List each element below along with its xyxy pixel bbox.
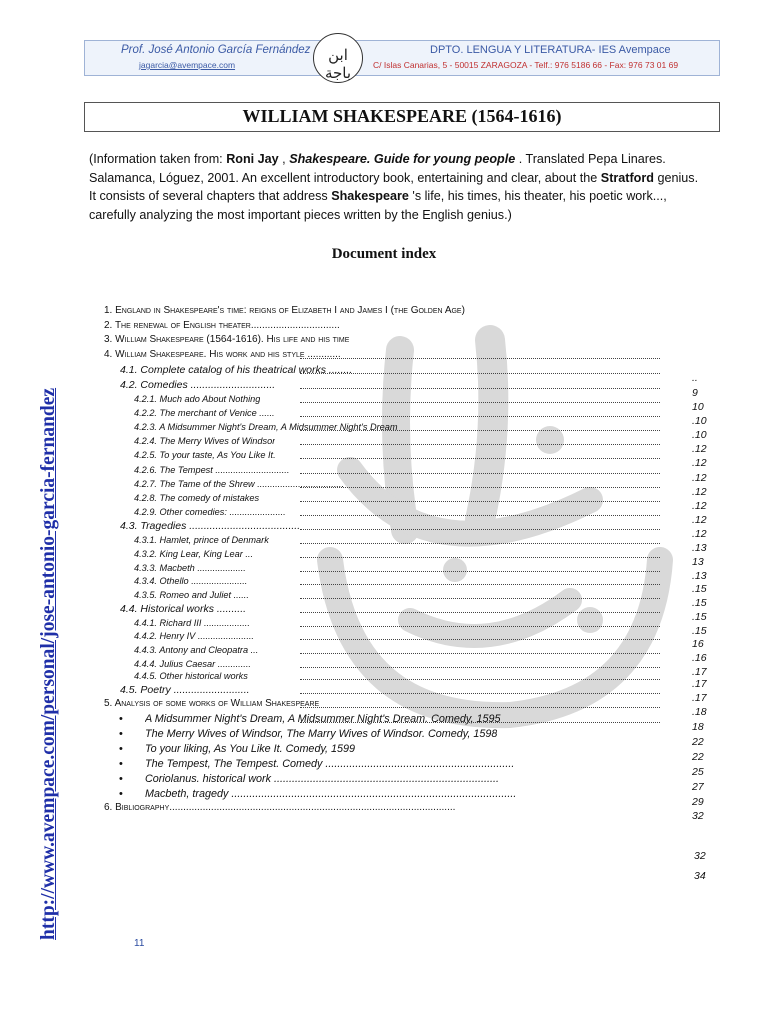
toc-entry[interactable]: 4.4.1. Richard III .................. (134, 618, 250, 628)
toc-entry[interactable]: 4.3.1. Hamlet, prince of Denmark (134, 535, 269, 545)
toc-entry[interactable]: 4.2.9. Other comedies: ...................... (134, 507, 286, 517)
toc-leader-dots (300, 584, 660, 585)
intro-text: genius. It consists of several chapters that address (89, 170, 699, 203)
toc-entry[interactable]: 4.4.5. Other historical works (134, 671, 248, 681)
toc-page-number: 9 (692, 387, 698, 399)
toc-entry[interactable]: 3. William Shakespeare (1564-1616). His life and his time (104, 334, 350, 345)
toc-page-number: 18 (692, 721, 704, 733)
toc-leader-dots (300, 388, 660, 389)
toc-page-number: .12 (692, 486, 707, 498)
toc-leader-dots (300, 529, 660, 530)
toc-entry[interactable]: 4.2.5. To your taste, As You Like It. (134, 450, 276, 460)
toc-page-number: .15 (692, 583, 707, 595)
toc-page-number: .. (692, 372, 698, 384)
toc-entry[interactable]: 4.2.7. The Tame of the Shrew .................................. (134, 479, 345, 489)
toc-entry[interactable]: The Merry Wives of Windsor, The Marry Wives of Windsor. Comedy, 1598 (145, 728, 498, 740)
toc-entry[interactable]: Macbeth, tragedy ............................................................................................... (145, 788, 517, 800)
toc-leader-dots (300, 444, 660, 445)
bullet-icon: • (119, 773, 123, 785)
toc-page-number: .15 (692, 625, 707, 637)
intro-name: Shakespeare (331, 189, 409, 203)
seal-calligraphy: ابن باجة (324, 46, 352, 82)
toc-entry[interactable]: 4.3.5. Romeo and Juliet ...... (134, 590, 249, 600)
bullet-icon: • (119, 743, 123, 755)
bullet-icon: • (119, 758, 123, 770)
toc-page-number: .12 (692, 472, 707, 484)
toc-leader-dots (300, 402, 660, 403)
school-address: C/ Islas Canarias, 5 - 50015 ZARAGOZA - Telf.: 976 5186 66 - Fax: 976 73 01 69 (373, 60, 679, 70)
toc-entry[interactable]: 4.2.3. A Midsummer Night's Dream, A Midsummer Night's Dream (134, 422, 398, 432)
toc-entry[interactable]: 4.4.4. Julius Caesar ............. (134, 659, 251, 669)
author-name: Prof. José Antonio García Fernández (121, 44, 311, 56)
toc-entry[interactable]: Coriolanus. historical work ........................................................................... (145, 773, 499, 785)
toc-page-number: .12 (692, 528, 707, 540)
toc-page-number: .15 (692, 611, 707, 623)
toc-entry[interactable]: A Midsummer Night's Dream, A Midsummer Night's Dream. Comedy, 1595 (145, 713, 501, 725)
toc-leader-dots (300, 358, 660, 359)
toc-leader-dots (300, 473, 660, 474)
toc-leader-dots (300, 626, 660, 627)
toc-entry[interactable]: 4.3. Tragedies ...................................... (120, 520, 301, 532)
toc-page-number: 25 (692, 766, 704, 778)
toc-entry[interactable]: 4.1. Complete catalog of his theatrical works ........ (120, 364, 353, 376)
side-website-link[interactable]: http://www.avempace.com/personal/jose-antonio-garcia-fernandez (38, 387, 59, 940)
toc-entry[interactable]: 4.5. Poetry .......................... (120, 684, 250, 696)
toc-page-number: .13 (692, 542, 707, 554)
toc-entry[interactable]: 4.3.2. King Lear, King Lear ... (134, 549, 254, 559)
toc-page-number: .18 (692, 706, 707, 718)
toc-page-number: 32 (694, 850, 706, 862)
intro-book-title: Shakespeare. Guide for young people (289, 152, 516, 166)
toc-leader-dots (300, 487, 660, 488)
toc-page-number: 22 (692, 751, 704, 763)
toc-page-number: 16 (692, 638, 704, 650)
toc-entry[interactable]: 4.2.4. The Merry Wives of Windsor (134, 436, 276, 446)
toc-leader-dots (300, 612, 660, 613)
intro-text: , (278, 152, 290, 166)
toc-leader-dots (300, 557, 660, 558)
toc-entry[interactable]: The Tempest, The Tempest. Comedy ............................................................... (145, 758, 515, 770)
toc-page-number: .12 (692, 500, 707, 512)
toc-entry[interactable]: 4.2.1. Much ado About Nothing (134, 394, 261, 404)
toc-page-number: .15 (692, 597, 707, 609)
bullet-icon: • (119, 713, 123, 725)
toc-leader-dots (300, 707, 660, 708)
toc-leader-dots (300, 693, 660, 694)
toc-entry[interactable]: 6. Bibliography....................................................................................................... (104, 802, 456, 813)
toc-page-number: .10 (692, 429, 707, 441)
toc-leader-dots (300, 571, 660, 572)
toc-leader-dots (300, 373, 660, 374)
toc-leader-dots (300, 722, 660, 723)
bullet-icon: • (119, 788, 123, 800)
intro-text: 's life, his times, his theater, his poetic work..., carefully analyzing the most important pieces written by the English genius.) (89, 189, 667, 222)
toc-entry[interactable]: 4.2.6. The Tempest ............................. (134, 465, 290, 475)
toc-leader-dots (300, 515, 660, 516)
toc-page-number: 13 (692, 556, 704, 568)
toc-page-number: .16 (692, 652, 707, 664)
toc-page-number: .10 (692, 415, 707, 427)
toc-entry[interactable]: 4.2.8. The comedy of mistakes (134, 493, 260, 503)
toc-page-number: .17 (692, 666, 707, 678)
toc-page-number: 29 (692, 796, 704, 808)
toc-entry[interactable]: 4.2. Comedies ............................. (120, 379, 276, 391)
toc-entry[interactable]: 4.4.2. Henry IV ...................... (134, 631, 254, 641)
toc-leader-dots (300, 667, 660, 668)
toc-entry[interactable]: 4.2.2. The merchant of Venice ...... (134, 408, 275, 418)
bullet-icon: • (119, 728, 123, 740)
toc-page-number: 10 (692, 401, 704, 413)
toc-leader-dots (300, 430, 660, 431)
toc-leader-dots (300, 598, 660, 599)
toc-entry[interactable]: 5. Analysis of some works of William Shakespeare (104, 698, 320, 709)
department-name: DPTO. LENGUA Y LITERATURA- IES Avempace (430, 44, 671, 56)
toc-page-number: .12 (692, 514, 707, 526)
toc-entry[interactable]: 4.3.4. Othello ...................... (134, 576, 248, 586)
page-number: 11 (134, 938, 145, 949)
toc-page-number: .17 (692, 678, 707, 690)
toc-leader-dots (300, 416, 660, 417)
toc-entry[interactable]: 4.3.3. Macbeth ................... (134, 563, 246, 573)
toc-entry[interactable]: 4.4.3. Antony and Cleopatra ... (134, 645, 259, 655)
intro-text: . Translated Pepa Linares. Salamanca, Lóguez, 2001. An excellent introductory book, entertaining and clear, about the (89, 152, 666, 185)
toc-page-number: 22 (692, 736, 704, 748)
toc-page-number: .12 (692, 457, 707, 469)
intro-author: Roni Jay (226, 152, 279, 166)
toc-entry[interactable]: To your liking, As You Like It. Comedy, 1599 (145, 743, 356, 755)
toc-leader-dots (300, 639, 660, 640)
toc-entry[interactable]: 2. The renewal of English theater................................ (104, 320, 340, 331)
toc-leader-dots (300, 543, 660, 544)
toc-page-number: 32 (692, 810, 704, 822)
toc-page-number: .12 (692, 443, 707, 455)
toc-entry[interactable]: 4. William Shakespeare. His work and his style ............ (104, 349, 341, 360)
intro-place: Stratford (600, 170, 654, 185)
toc-page-number: .13 (692, 570, 707, 582)
intro-text: (Information taken from: (89, 152, 227, 166)
author-email[interactable]: jagarcia@avempace.com (139, 60, 236, 70)
toc-page-number: 27 (692, 781, 704, 793)
toc-entry[interactable]: 4.4. Historical works .......... (120, 603, 247, 615)
document-title: WILLIAM SHAKESPEARE (1564-1616) (242, 106, 562, 126)
toc-page-number: 34 (694, 870, 706, 882)
toc-leader-dots (300, 653, 660, 654)
toc-leader-dots (300, 458, 660, 459)
toc-entry[interactable]: 1. England in Shakespeare's time: reigns of Elizabeth I and James I (the Golden Age) (104, 305, 465, 316)
toc-leader-dots (300, 501, 660, 502)
toc-leader-dots (300, 679, 660, 680)
toc-page-number: .17 (692, 692, 707, 704)
index-heading: Document index (331, 246, 437, 262)
